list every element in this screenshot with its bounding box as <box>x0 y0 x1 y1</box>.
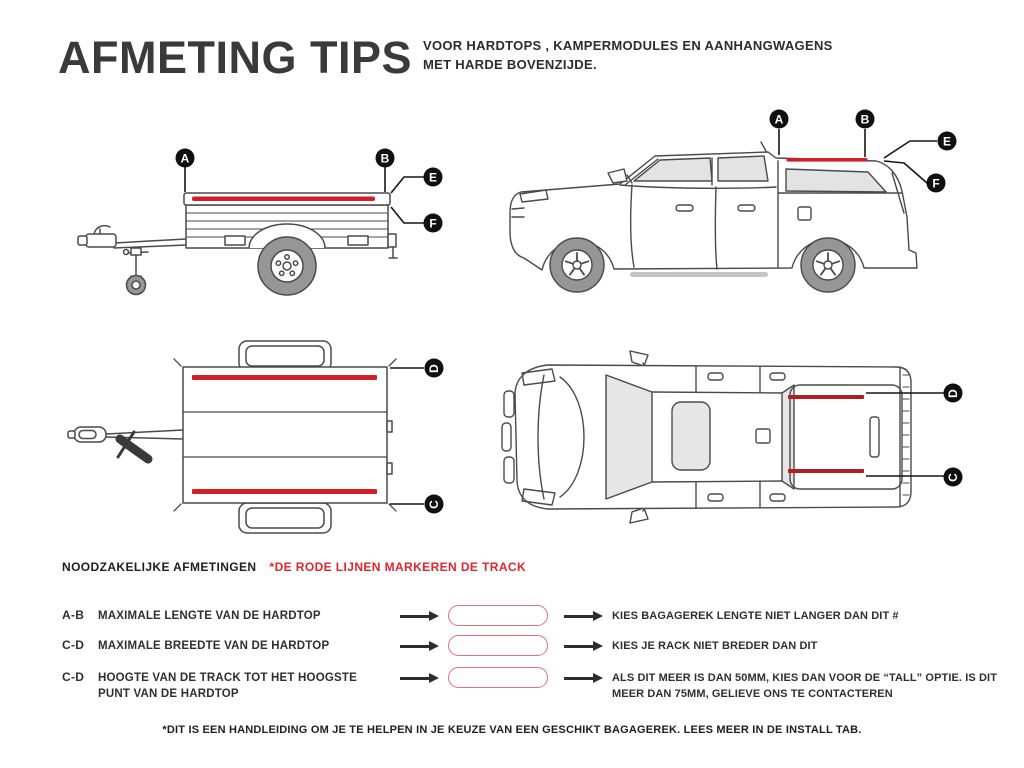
marker-a: A <box>770 110 789 129</box>
arrow-right-icon <box>564 677 594 680</box>
marker-d: D <box>425 359 444 378</box>
truck-side-view-illustration <box>480 95 1000 315</box>
measure-result: KIES JE RACK NIET BREDER DAN DIT <box>612 640 818 652</box>
measure-result: KIES BAGAGEREK LENGTE NIET LANGER DAN DIT # <box>612 610 899 622</box>
marker-b: B <box>856 110 875 129</box>
track-line-red <box>787 158 868 162</box>
marker-c: C <box>425 495 444 514</box>
arrow-right-icon <box>564 645 594 648</box>
trailer-top-view-illustration <box>60 335 470 545</box>
subtitle-line-1: VOOR HARDTOPS , KAMPERMODULES EN AANHANGWAGENS <box>423 38 833 53</box>
notes-heading-black: NOODZAKELIJKE AFMETINGEN <box>62 560 257 574</box>
subtitle-line-2: MET HARDE BOVENZIJDE. <box>423 56 597 72</box>
marker-f: F <box>927 174 946 193</box>
arrow-right-icon <box>564 615 594 618</box>
track-line-red <box>192 375 377 380</box>
arrow-right-icon <box>400 645 430 648</box>
marker-b: B <box>376 149 395 168</box>
notes-heading-red: *DE RODE LIJNEN MARKEREN DE TRACK <box>269 560 527 574</box>
measure-description: HOOGTE VAN DE TRACK TOT HET HOOGSTE PUNT VAN DE HARDTOP <box>98 672 357 700</box>
note-row-cd-height <box>62 666 1014 702</box>
measure-code: C-D <box>62 638 85 652</box>
marker-a: A <box>176 149 195 168</box>
notes-heading <box>62 560 526 574</box>
track-line-red <box>788 395 864 399</box>
measure-code: C-D <box>62 670 85 684</box>
measure-description: MAXIMALE BREEDTE VAN DE HARDTOP <box>98 640 330 652</box>
page-title: AFMETING TIPS <box>58 32 412 83</box>
marker-c: C <box>944 468 963 487</box>
measurement-field <box>448 667 548 688</box>
measure-result: ALS DIT MEER IS DAN 50MM, KIES DAN VOOR DE “TALL” OPTIE. IS DIT MEER DAN 75MM, GELIEVE ONS TE CONTACTEREN <box>612 672 998 700</box>
marker-f: F <box>424 214 443 233</box>
track-line-red <box>192 489 377 494</box>
note-row-cd-width <box>62 634 1014 656</box>
arrow-right-icon <box>400 615 430 618</box>
measure-code: A-B <box>62 608 85 622</box>
trailer-side-view-illustration <box>60 130 460 320</box>
marker-e: E <box>424 168 443 187</box>
arrow-right-icon <box>400 677 430 680</box>
marker-e: E <box>938 132 957 151</box>
track-line-red <box>788 469 864 473</box>
measurement-field <box>448 605 548 626</box>
footnote: *DIT IS EEN HANDLEIDING OM JE TE HELPEN IN JE KEUZE VAN EEN GESCHIKT BAGAGEREK. LEES MEER IN DE INSTALL TAB. <box>162 724 862 736</box>
marker-d: D <box>944 384 963 403</box>
leader-lines <box>390 368 424 504</box>
page-subtitle <box>423 37 833 74</box>
measure-description: MAXIMALE LENGTE VAN DE HARDTOP <box>98 610 321 622</box>
truck-top-view-illustration <box>500 335 1000 545</box>
measurement-field <box>448 635 548 656</box>
track-line-red <box>192 197 375 202</box>
note-row-ab <box>62 604 1014 626</box>
